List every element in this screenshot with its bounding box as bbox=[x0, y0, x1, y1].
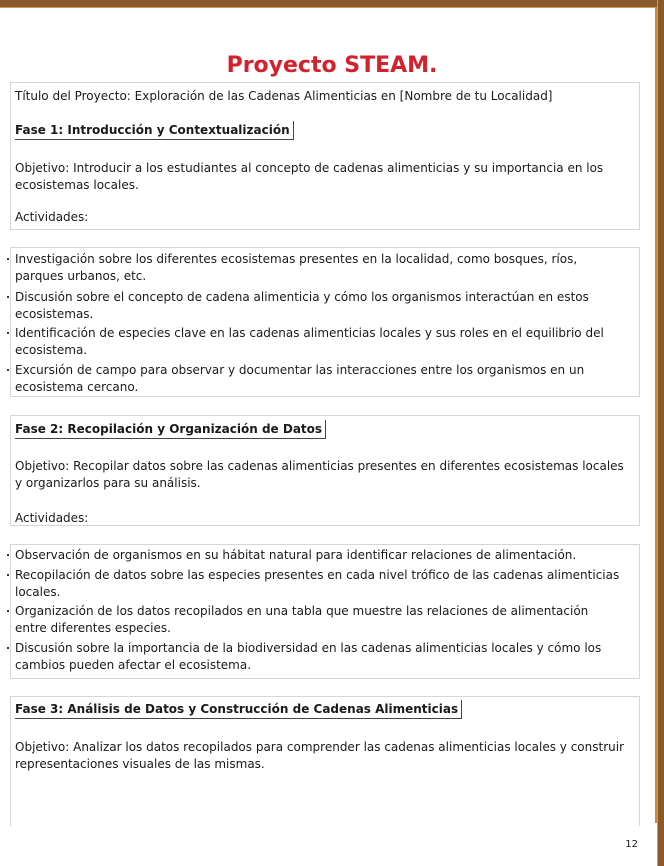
bullet-marker bbox=[7, 554, 9, 556]
phase-2-activity-line: entre diferentes especies. bbox=[15, 621, 171, 635]
phase-1-activity-line: Investigación sobre los diferentes ecosistemas presentes en la localidad, como bosques, ríos, bbox=[15, 252, 578, 266]
phase-2-activity-line: Organización de los datos recopilados en una tabla que muestre las relaciones de alimentación bbox=[15, 604, 589, 618]
intro-box bbox=[10, 82, 640, 230]
phase-3-heading: Fase 3: Análisis de Datos y Construcción de Cadenas Alimenticias bbox=[15, 700, 462, 719]
phase-2-objective-line-2: y organizarlos para su análisis. bbox=[15, 476, 201, 490]
bullet-marker bbox=[7, 574, 9, 576]
page-title: Proyecto STEAM. bbox=[226, 53, 438, 78]
page-frame-accent bbox=[655, 7, 657, 823]
bullet-marker bbox=[7, 258, 9, 260]
phase-2-activity-line: Observación de organismos en su hábitat natural para identificar relaciones de alimentación. bbox=[15, 548, 577, 562]
bullet-marker bbox=[7, 647, 9, 649]
phase-1-activity-line: parques urbanos, etc. bbox=[15, 269, 147, 283]
phase-1-objective-line-2: ecosistemas locales. bbox=[15, 178, 139, 192]
phase-1-activity-line: ecosistema cercano. bbox=[15, 380, 139, 394]
phase-1-activity-line: ecosistema. bbox=[15, 343, 88, 357]
phase-1-activity-line: ecosistemas. bbox=[15, 307, 94, 321]
phase-2-activity-line: locales. bbox=[15, 585, 61, 599]
phase-1-heading: Fase 1: Introducción y Contextualización bbox=[15, 121, 294, 140]
bullet-marker bbox=[7, 369, 9, 371]
phase-1-activity-line: Identificación de especies clave en las cadenas alimenticias locales y sus roles en el equilibrio del bbox=[15, 326, 604, 340]
phase-2-heading: Fase 2: Recopilación y Organización de Datos bbox=[15, 420, 326, 439]
phase-3-objective-line-1: Objetivo: Analizar los datos recopilados para comprender las cadenas alimenticias locales y construir bbox=[15, 740, 625, 754]
page-number: 12 bbox=[625, 839, 638, 850]
phase-2-objective-line-1: Objetivo: Recopilar datos sobre las cadenas alimenticias presentes en diferentes ecosistemas locales bbox=[15, 459, 624, 473]
project-title-line: Título del Proyecto: Exploración de las Cadenas Alimenticias en [Nombre de tu Localidad] bbox=[15, 89, 553, 103]
phase-1-activity-line: Discusión sobre el concepto de cadena alimenticia y cómo los organismos interactúan en estos bbox=[15, 290, 589, 304]
phase-1-activity-line: Excursión de campo para observar y documentar las interacciones entre los organismos en un bbox=[15, 363, 585, 377]
phase-2-activity-line: Discusión sobre la importancia de la biodiversidad en las cadenas alimenticias locales y cómo los bbox=[15, 641, 602, 655]
bullet-marker bbox=[7, 610, 9, 612]
phase-1-activities-label: Actividades: bbox=[15, 210, 89, 224]
phase-2-activity-line: cambios pueden afectar el ecosistema. bbox=[15, 658, 252, 672]
phase-2-activity-line: Recopilación de datos sobre las especies presentes en cada nivel trófico de las cadenas alimenticias bbox=[15, 568, 620, 582]
bullet-marker bbox=[7, 332, 9, 334]
phase-1-objective-line-1: Objetivo: Introducir a los estudiantes al concepto de cadenas alimenticias y su importancia en los bbox=[15, 161, 604, 175]
page-frame-right bbox=[657, 0, 664, 866]
phase-2-activities-label: Actividades: bbox=[15, 511, 89, 525]
page-frame-top bbox=[0, 0, 664, 8]
phase-3-objective-line-2: representaciones visuales de las mismas. bbox=[15, 757, 265, 771]
bullet-marker bbox=[7, 296, 9, 298]
